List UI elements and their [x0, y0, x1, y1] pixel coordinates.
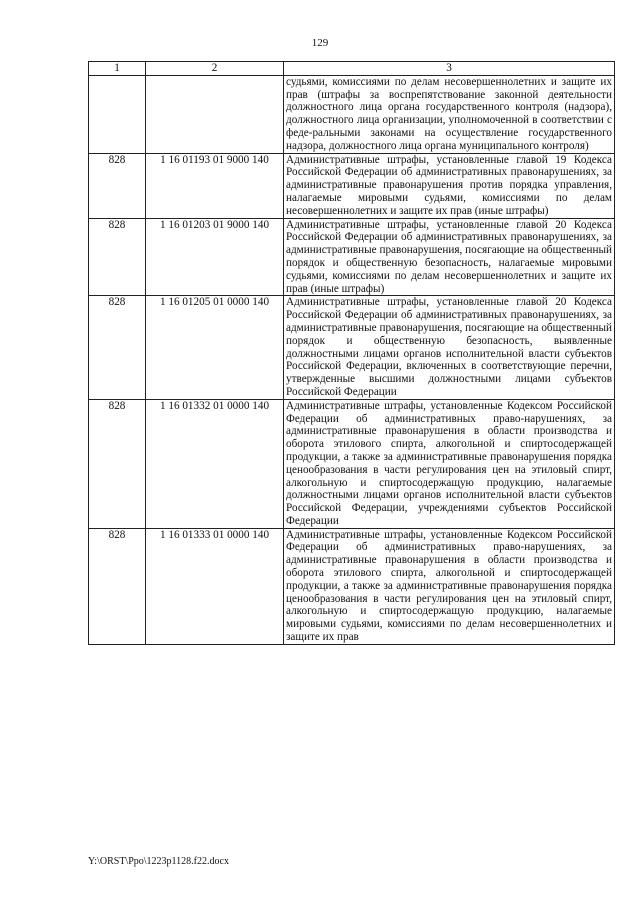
- row-budget-code: 1 16 01203 01 9000 140: [146, 218, 284, 296]
- row-budget-code: [146, 75, 284, 153]
- row-admin-code: 828: [89, 528, 146, 644]
- table-row: [89, 153, 615, 218]
- row-description: судьями, комиссиями по делам несовершеннолетних и защите их прав (штрафы за воспрепятствование законной деятельности должностного лица органа государственного контроля (надзора), должностного лица организации, уполномоченной в соответствии с феде-ральными законами на осуществление государственного надзора, должностного лица органа муниципального контроля): [284, 75, 615, 153]
- table-row: [89, 296, 615, 399]
- document-file-path: Y:\ORST\Ppo\1223p1128.f22.docx: [88, 856, 229, 867]
- table-row: [89, 75, 615, 153]
- header-col-3: 3: [284, 62, 615, 76]
- row-budget-code: 1 16 01193 01 9000 140: [146, 153, 284, 218]
- row-description: Административные штрафы, установленные главой 20 Кодекса Российской Федерации об административных правонарушениях, за административные правонарушения, посягающие на общественный порядок и общественную безопасность, налагаемые мировыми судьями, комиссиями по делам несовершеннолетних и защите их прав (иные штрафы): [284, 218, 615, 296]
- table-row: [89, 399, 615, 528]
- row-description: Административные штрафы, установленные главой 20 Кодекса Российской Федерации об административных правонарушениях, за административные правонарушения, посягающие на общественный порядок и общественную безопасность, выявленные должностными лицами органов исполнительной власти субъектов Российской Федерации, включенных в соответствующие перечни, утвержденные высшими должностными лицами субъектов Российской Федерации: [284, 296, 615, 399]
- row-admin-code: 828: [89, 399, 146, 528]
- row-budget-code: 1 16 01332 01 0000 140: [146, 399, 284, 528]
- header-col-1: 1: [89, 62, 146, 76]
- row-admin-code: 828: [89, 153, 146, 218]
- table-row: [89, 218, 615, 296]
- row-admin-code: 828: [89, 218, 146, 296]
- row-admin-code: 828: [89, 296, 146, 399]
- row-budget-code: 1 16 01205 01 0000 140: [146, 296, 284, 399]
- header-col-2: 2: [146, 62, 284, 76]
- row-admin-code: [89, 75, 146, 153]
- table-header-row: [89, 62, 615, 76]
- row-description: Административные штрафы, установленные Кодексом Российской Федерации об административных право-нарушениях, за административные правонарушения в области производства и оборота этилового спирта, алкогольной и спиртосодержащей продукции, а также за административные правонарушения порядка ценообразования в части регулирования цен на этиловый спирт, алкогольную и спиртосодержащую продукцию, налагаемые мировыми судьями, комиссиями по делам несовершеннолетних и защите их прав: [284, 528, 615, 644]
- row-budget-code: 1 16 01333 01 0000 140: [146, 528, 284, 644]
- budget-codes-table: [88, 61, 615, 645]
- table-row: [89, 528, 615, 644]
- page-number: 129: [311, 37, 329, 49]
- row-description: Административные штрафы, установленные Кодексом Российской Федерации об административных право-нарушениях, за административные правонарушения в области производства и оборота этилового спирта, алкогольной и спиртосодержащей продукции, а также за административные правонарушения порядка ценообразования в части регулирования цен на этиловый спирт, алкогольную и спиртосодержащую продукцию, налагаемые должностными лицами органов исполнительной власти субъектов Российской Федерации, учреждениями субъектов Российской Федерации: [284, 399, 615, 528]
- row-description: Административные штрафы, установленные главой 19 Кодекса Российской Федерации об административных правонарушениях, за административные правонарушения против порядка управления, налагаемые мировыми судьями, комиссиями по делам несовершеннолетних и защите их прав (иные штрафы): [284, 153, 615, 218]
